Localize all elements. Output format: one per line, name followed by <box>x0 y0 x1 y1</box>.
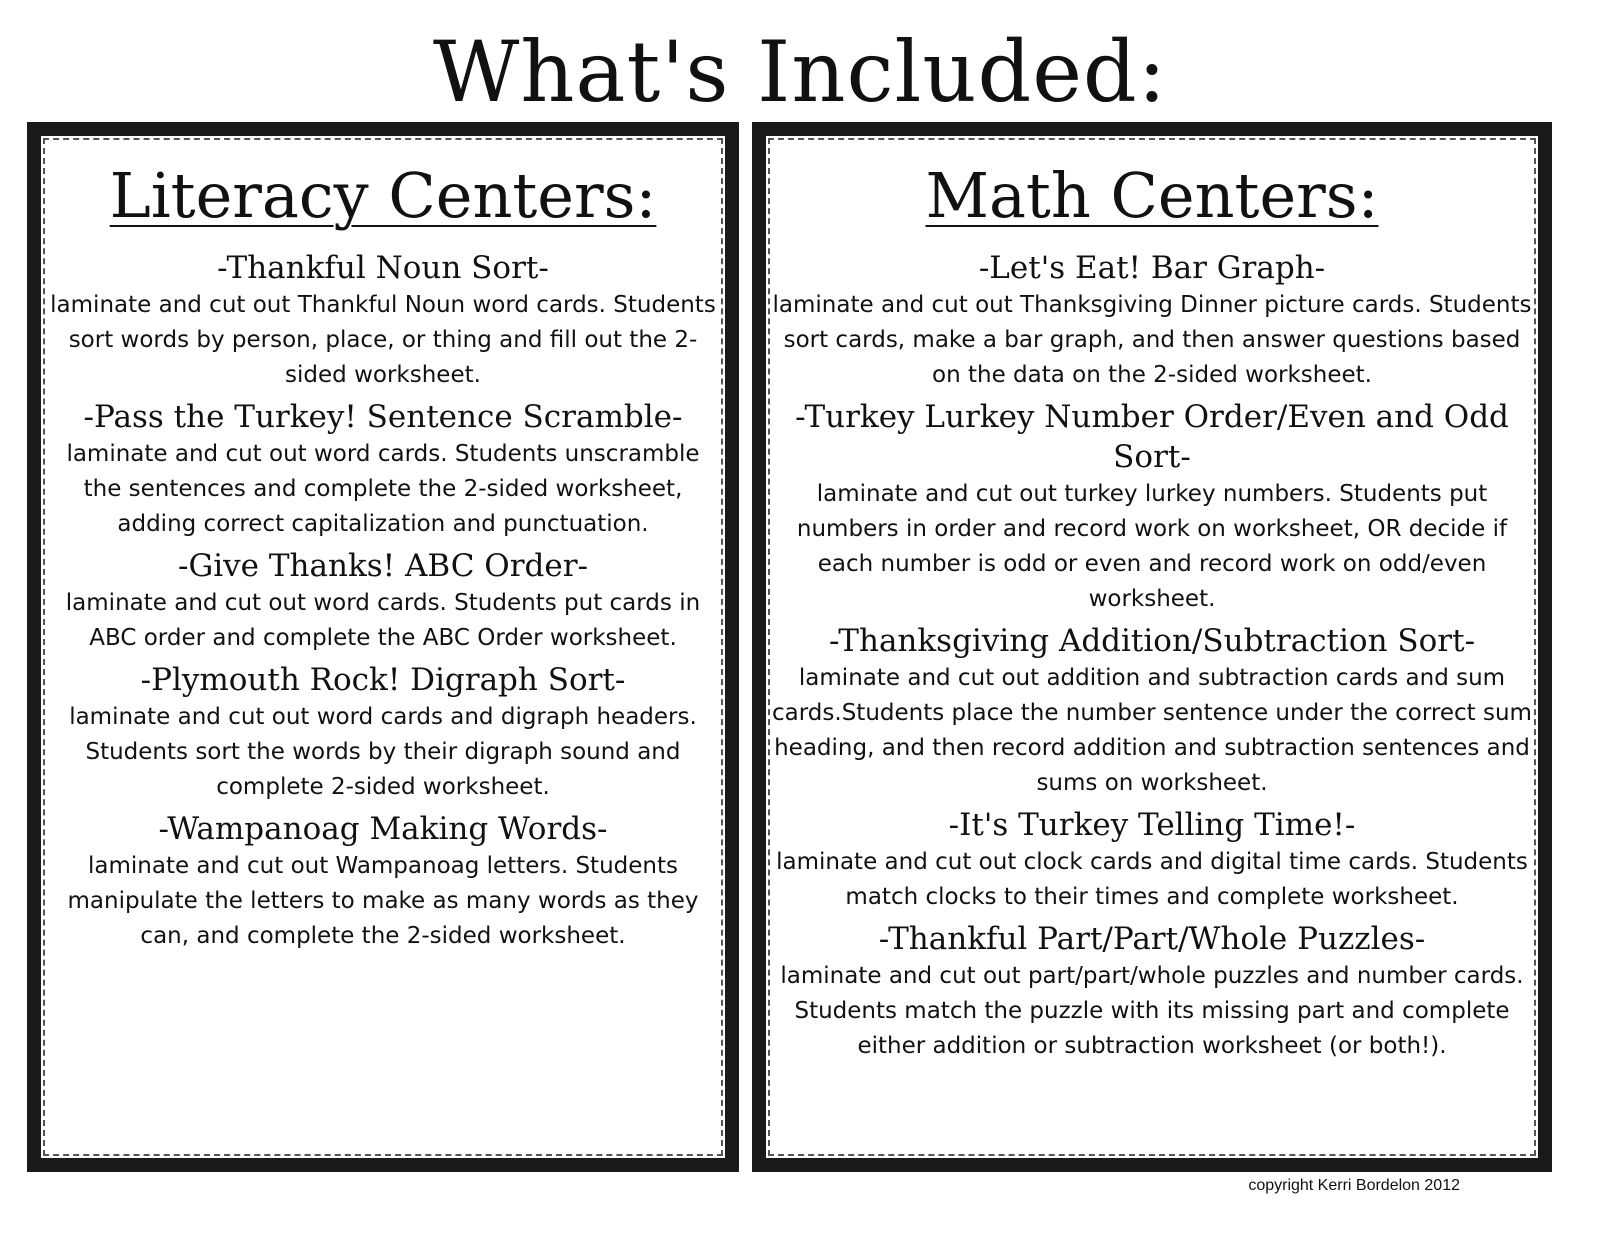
center-description: laminate and cut out part/part/whole puzzles and number cards. Students match the puzzle with its missing part and complete either addition or subtraction worksheet (or both!). <box>780 963 1524 1059</box>
center-description: laminate and cut out Wampanoag letters. Students manipulate the letters to make as many words as they can, and complete the 2-sided worksheet. <box>67 853 699 949</box>
center-description: laminate and cut out word cards. Students unscramble the sentences and complete the 2-sided worksheet, adding correct capitalization and punctuation. <box>66 441 700 537</box>
center-description: laminate and cut out turkey lurkey numbers. Students put numbers in order and record work on worksheet, OR decide if each number is odd or even and record work on odd/even worksheet. <box>796 481 1508 612</box>
center-description: laminate and cut out word cards and digraph headers. Students sort the words by their digraph sound and complete 2-sided worksheet. <box>69 704 697 800</box>
literacy-center-item <box>41 397 725 542</box>
math-centers-list <box>766 248 1538 1064</box>
center-name: -It's Turkey Telling Time!- <box>948 807 1356 843</box>
page-title: What's Included: <box>432 23 1168 121</box>
math-center-item <box>766 919 1538 1064</box>
literacy-center-item <box>41 248 725 393</box>
literacy-center-item <box>41 809 725 954</box>
center-name: -Thankful Part/Part/Whole Puzzles- <box>878 921 1426 957</box>
center-name: -Wampanoag Making Words- <box>158 811 608 847</box>
math-centers-heading: Math Centers: <box>925 159 1379 232</box>
center-name: -Thanksgiving Addition/Subtraction Sort- <box>828 623 1476 659</box>
literacy-centers-list <box>41 248 725 954</box>
center-name: -Let's Eat! Bar Graph- <box>978 250 1326 286</box>
center-description: laminate and cut out clock cards and digital time cards. Students match clocks to their times and complete worksheet. <box>776 849 1528 910</box>
center-name: -Turkey Lurkey Number Order/Even and Odd Sort- <box>795 399 1509 475</box>
literacy-centers-panel <box>27 122 739 1172</box>
literacy-centers-heading: Literacy Centers: <box>109 159 657 232</box>
math-center-item <box>766 805 1538 915</box>
math-center-item <box>766 397 1538 617</box>
center-description: laminate and cut out Thankful Noun word cards. Students sort words by person, place, or thing and fill out the 2-sided worksheet. <box>50 292 716 388</box>
center-name: -Plymouth Rock! Digraph Sort- <box>140 662 626 698</box>
literacy-center-item <box>41 546 725 656</box>
center-description: laminate and cut out addition and subtraction cards and sum cards.Students place the number sentence under the correct sum heading, and then record addition and subtraction sentences and sums on worksheet. <box>772 665 1532 796</box>
center-name: -Thankful Noun Sort- <box>217 250 549 286</box>
center-description: laminate and cut out word cards. Students put cards in ABC order and complete the ABC Order worksheet. <box>65 590 701 651</box>
math-center-item <box>766 248 1538 393</box>
center-name: -Pass the Turkey! Sentence Scramble- <box>83 399 683 435</box>
copyright-notice: copyright Kerri Bordelon 2012 <box>1248 1177 1460 1194</box>
center-description: laminate and cut out Thanksgiving Dinner picture cards. Students sort cards, make a bar graph, and then answer questions based on the data on the 2-sided worksheet. <box>772 292 1532 388</box>
center-name: -Give Thanks! ABC Order- <box>178 548 588 584</box>
math-center-item <box>766 621 1538 801</box>
literacy-center-item <box>41 660 725 805</box>
math-centers-panel <box>752 122 1552 1172</box>
